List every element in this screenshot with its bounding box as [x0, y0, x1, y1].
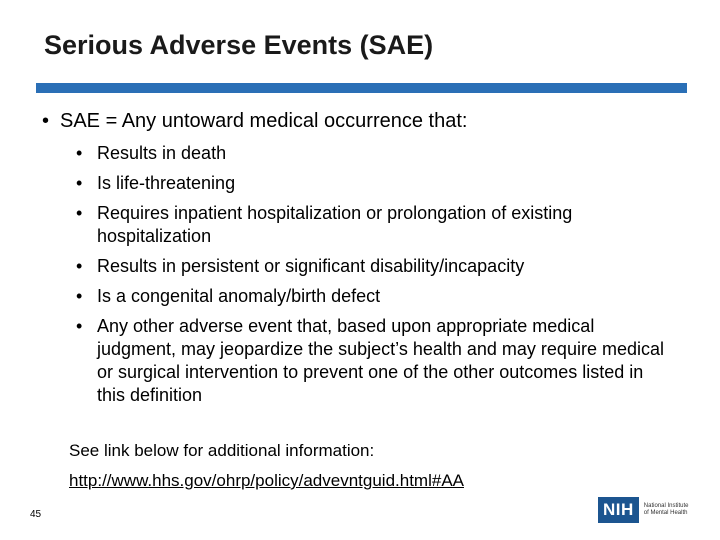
list-item: • Results in persistent or significant disability/incapacity [76, 256, 525, 276]
bullet-dot: • [42, 110, 50, 132]
sub-bullet-list [76, 142, 676, 414]
main-bullet-text: SAE = Any untoward medical occurrence that: [60, 110, 468, 132]
list-item: • Is a congenital anomaly/birth defect [76, 286, 381, 306]
page-number: 45 [30, 509, 42, 520]
slide-title: Serious Adverse Events (SAE) [44, 30, 434, 60]
main-bullet [42, 110, 467, 133]
list-item: • Requires inpatient hospitalization or prolongation of existing hospitalization [76, 203, 573, 246]
nih-mark: NIH [598, 497, 639, 523]
additional-info-note: See link below for additional information: [69, 441, 375, 460]
title-rule [36, 83, 687, 93]
nih-logo [598, 497, 688, 523]
guidance-link[interactable]: http://www.hhs.gov/ohrp/policy/advevntguid.html#AA [69, 471, 464, 490]
list-item: • Any other adverse event that, based upon appropriate medical judgment, may jeopardize the subject’s health and may require medical or surgical intervention to prevent one of the other outcomes listed in this definition [76, 316, 664, 405]
nimh-logo-text: National Institute of Mental Health [643, 503, 689, 516]
list-item: • Results in death [76, 143, 227, 163]
list-item: • Is life-threatening [76, 173, 236, 193]
